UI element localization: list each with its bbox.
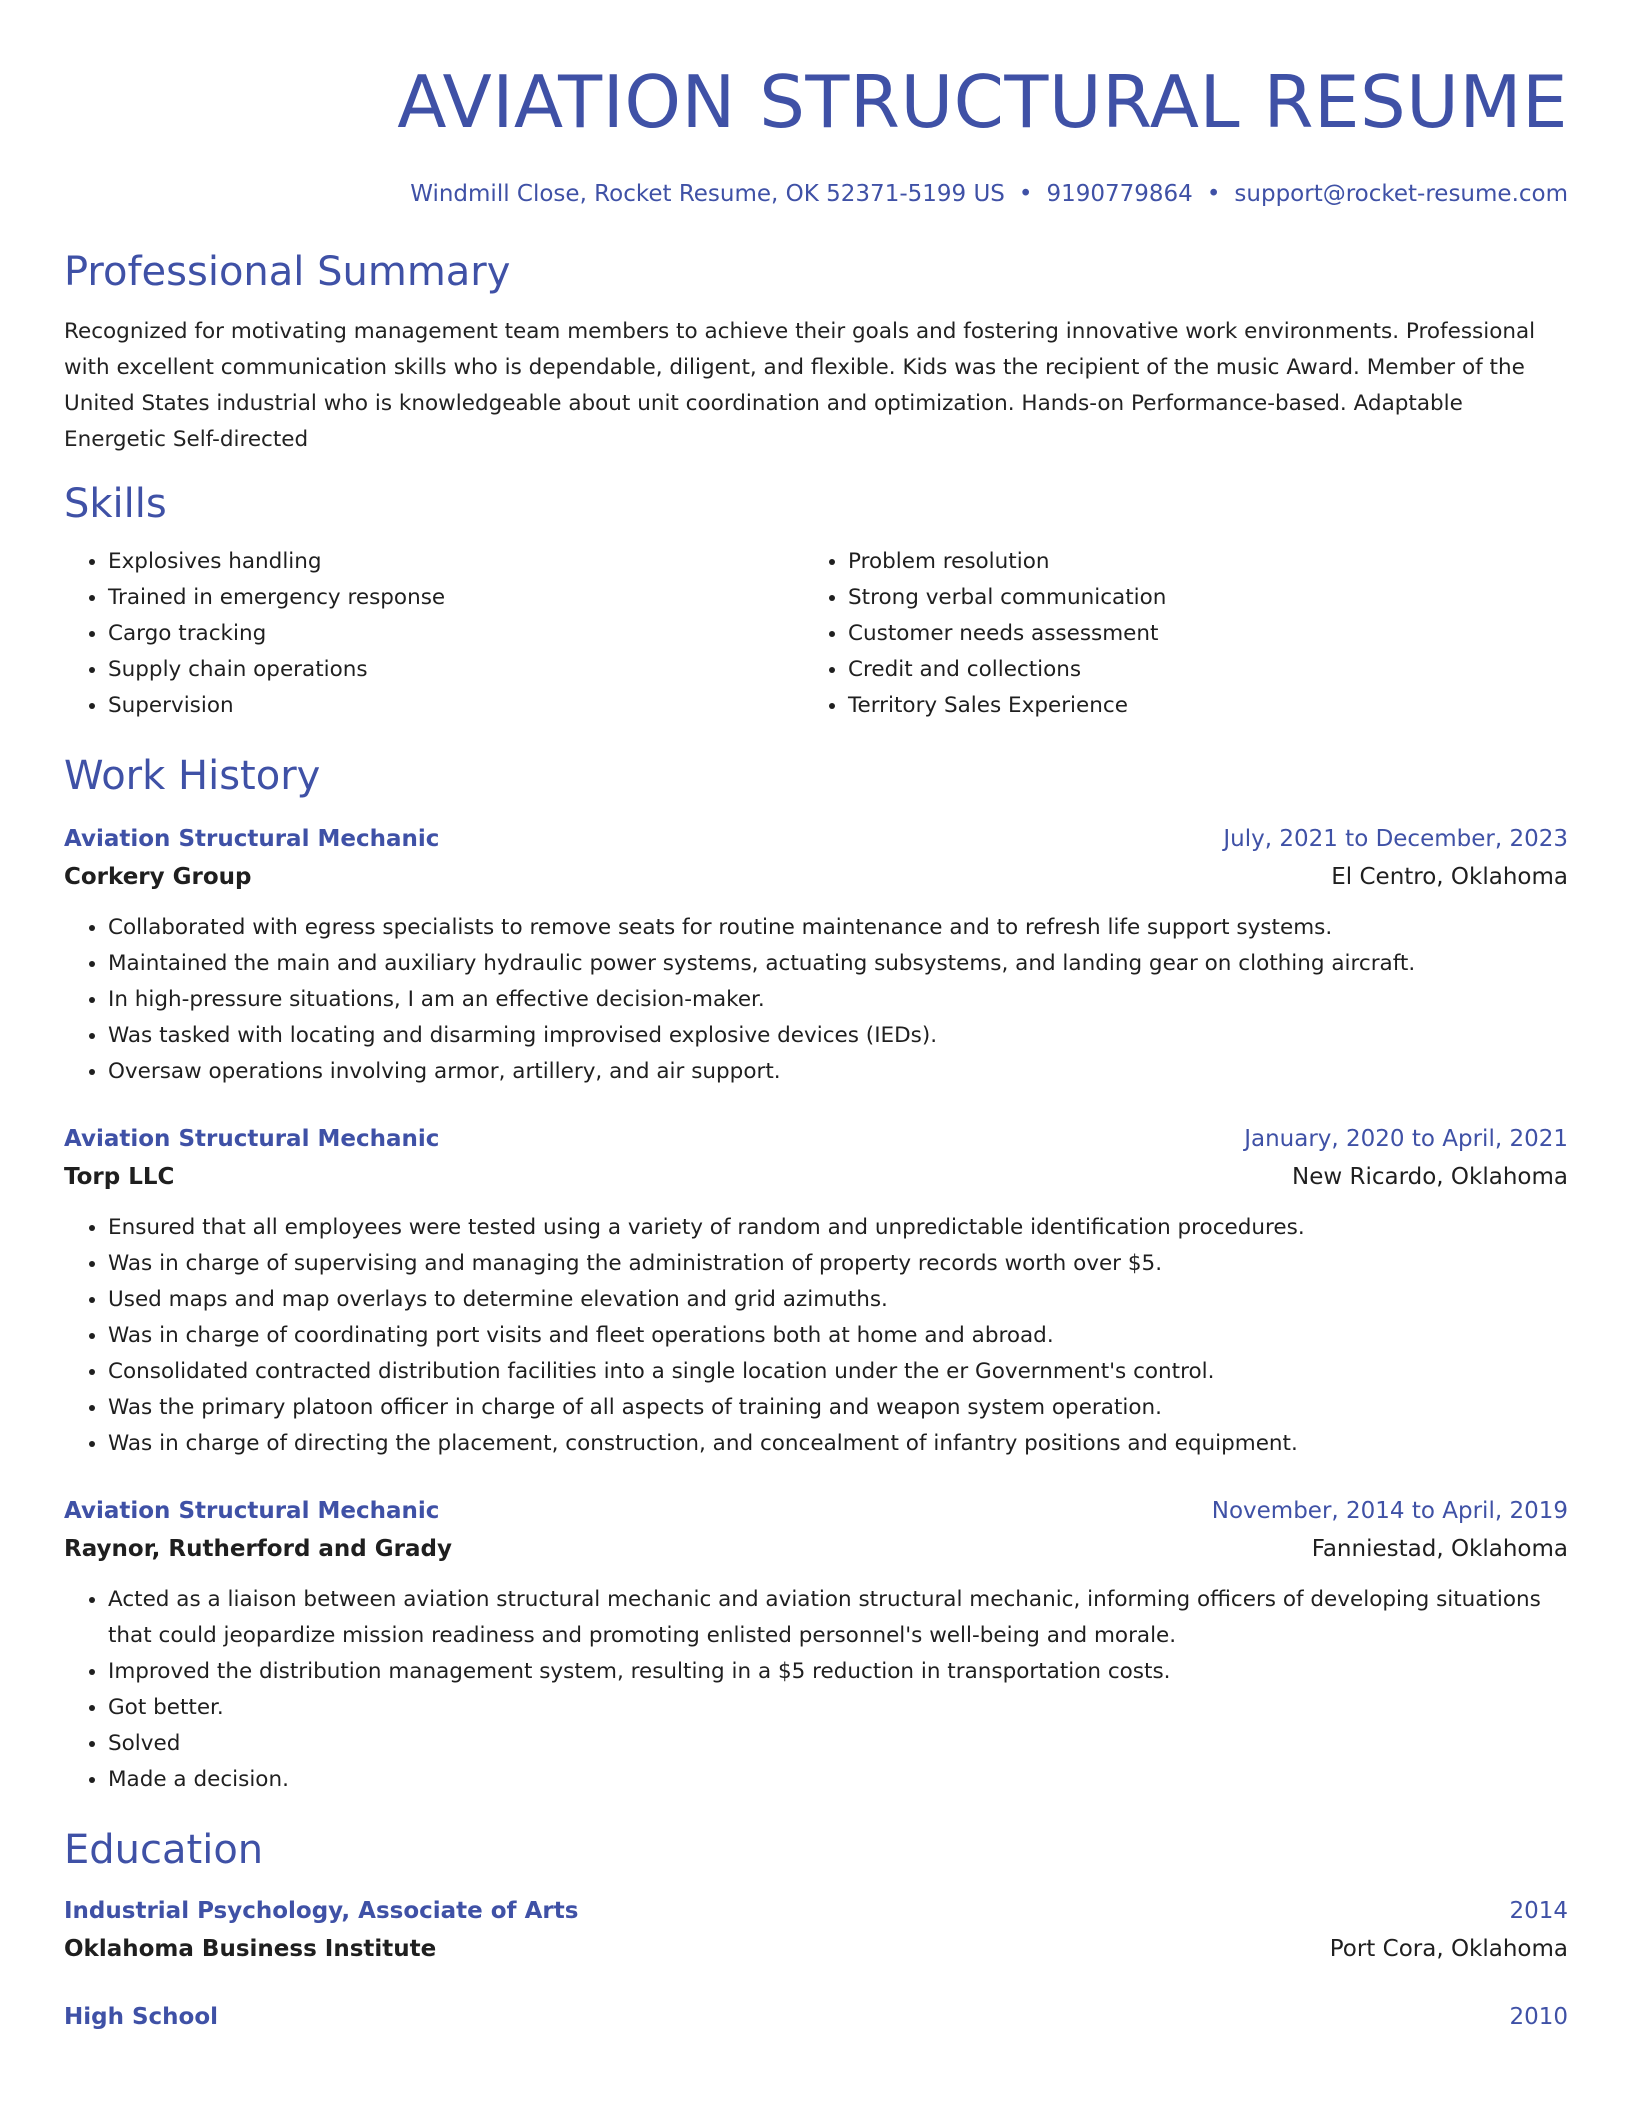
list-item: • Maintained the main and auxiliary hydraulic power systems, actuating subsystems, and landing gear on clothing aircraft. <box>108 946 1568 982</box>
contact-line <box>64 178 1568 210</box>
education-header <box>64 1998 1568 2036</box>
job-header <box>64 820 1568 858</box>
education-subheader <box>64 1930 1568 1968</box>
skill-item: • Territory Sales Experience <box>848 688 1544 724</box>
education-entry <box>64 1892 1568 1968</box>
job-subheader <box>64 1530 1568 1568</box>
job-header <box>64 1120 1568 1158</box>
skill-item: • Trained in emergency response <box>108 580 804 616</box>
skills-heading: Skills <box>64 481 167 527</box>
skills-column-right <box>804 544 1544 724</box>
job-subheader <box>64 1158 1568 1196</box>
job-title: Aviation Structural Mechanic <box>64 1498 440 1524</box>
education-header <box>64 1892 1568 1930</box>
skill-item: • Supply chain operations <box>108 652 804 688</box>
job-subheader <box>64 858 1568 896</box>
job-dates: November, 2014 to April, 2019 <box>1211 1498 1568 1524</box>
list-item: • Consolidated contracted distribution facilities into a single location under the er Government's control. <box>108 1354 1568 1390</box>
skills-column-left <box>64 544 804 724</box>
job-bullets <box>64 1210 1568 1462</box>
job-dates: July, 2021 to December, 2023 <box>1223 826 1568 852</box>
job-company: Corkery Group <box>64 864 252 890</box>
job-location: Fanniestad, Oklahoma <box>1311 1536 1568 1562</box>
contact-separator: • <box>1018 181 1033 207</box>
list-item: • Used maps and map overlays to determine elevation and grid azimuths. <box>108 1282 1568 1318</box>
list-item: • Was in charge of coordinating port visits and fleet operations both at home and abroad. <box>108 1318 1568 1354</box>
skill-item: • Cargo tracking <box>108 616 804 652</box>
list-item: • Improved the distribution management system, resulting in a $5 reduction in transportation costs. <box>108 1654 1568 1690</box>
list-item: • Was in charge of supervising and managing the administration of property records worth over $5. <box>108 1246 1568 1282</box>
list-item: • Collaborated with egress specialists to remove seats for routine maintenance and to refresh life support systems. <box>108 910 1568 946</box>
list-item: • Ensured that all employees were tested using a variety of random and unpredictable identification procedures. <box>108 1210 1568 1246</box>
list-item: • Got better. <box>108 1690 1568 1726</box>
education-school: Oklahoma Business Institute <box>64 1936 437 1962</box>
resume-title: AVIATION STRUCTURAL RESUME <box>397 60 1568 144</box>
skill-item: • Explosives handling <box>108 544 804 580</box>
skill-item: • Credit and collections <box>848 652 1544 688</box>
skills-list <box>64 544 1568 724</box>
education-entry <box>64 1998 1568 2036</box>
skill-item: • Supervision <box>108 688 804 724</box>
job-title: Aviation Structural Mechanic <box>64 1126 440 1152</box>
job-location: El Centro, Oklahoma <box>1331 864 1568 890</box>
list-item: • Solved <box>108 1726 1568 1762</box>
list-item: • Was in charge of directing the placement, construction, and concealment of infantry positions and equipment. <box>108 1426 1568 1462</box>
list-item: • Made a decision. <box>108 1762 1568 1798</box>
education-location: Port Cora, Oklahoma <box>1329 1936 1568 1962</box>
job-company: Torp LLC <box>64 1164 175 1190</box>
work-history-heading: Work History <box>64 753 321 799</box>
job-header <box>64 1492 1568 1530</box>
list-item: • In high-pressure situations, I am an effective decision-maker. <box>108 982 1568 1018</box>
list-item: • Was tasked with locating and disarming improvised explosive devices (IEDs). <box>108 1018 1568 1054</box>
education-heading: Education <box>64 1827 264 1873</box>
job-dates: January, 2020 to April, 2021 <box>1244 1126 1568 1152</box>
list-item: • Was the primary platoon officer in charge of all aspects of training and weapon system operation. <box>108 1390 1568 1426</box>
education-year: 2010 <box>1509 2004 1568 2030</box>
list-item: • Oversaw operations involving armor, artillery, and air support. <box>108 1054 1568 1090</box>
summary-text: Recognized for motivating management team members to achieve their goals and fostering innovative work environments. Professional with excellent communication skills who is dependable, diligent, and flexible. Kids was the recipient of the music Award. Member of the United States industrial who is knowledgeable about unit coordination and optimization. Hands-on Performance-based. Adaptable Energetic Self-directed <box>64 319 1536 452</box>
job-title: Aviation Structural Mechanic <box>64 826 440 852</box>
education-degree: High School <box>64 2004 219 2030</box>
skill-item: • Strong verbal communication <box>848 580 1544 616</box>
job-bullets <box>64 910 1568 1090</box>
list-item: • Acted as a liaison between aviation structural mechanic and aviation structural mechanic, informing officers of developing situations that could jeopardize mission readiness and promoting enlisted personnel's well-being and morale. <box>108 1582 1568 1654</box>
education-degree: Industrial Psychology, Associate of Arts <box>64 1898 579 1924</box>
skill-item: • Customer needs assessment <box>848 616 1544 652</box>
contact-phone: 9190779864 <box>1046 181 1193 207</box>
job-location: New Ricardo, Oklahoma <box>1292 1164 1568 1190</box>
summary-heading: Professional Summary <box>64 249 511 295</box>
contact-address: Windmill Close, Rocket Resume, OK 52371-5199 US <box>410 181 1005 207</box>
contact-separator: • <box>1206 181 1221 207</box>
education-year: 2014 <box>1509 1898 1568 1924</box>
skill-item: • Problem resolution <box>848 544 1544 580</box>
contact-email[interactable]: support@rocket-resume.com <box>1234 181 1568 207</box>
job-entry <box>64 1120 1568 1462</box>
job-entry <box>64 1492 1568 1798</box>
job-bullets <box>64 1582 1568 1798</box>
job-company: Raynor, Rutherford and Grady <box>64 1536 452 1562</box>
job-entry <box>64 820 1568 1090</box>
